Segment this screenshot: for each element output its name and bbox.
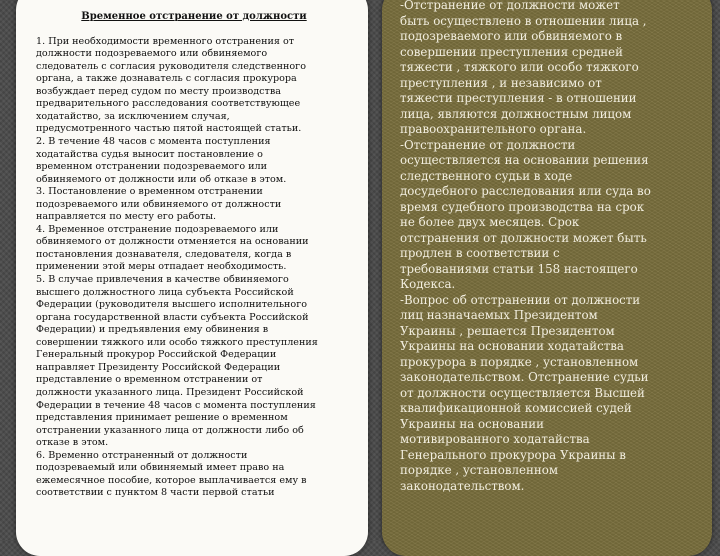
left-line: подозреваемый или обвиняемый имеет право на [36,462,285,474]
left-line: направляется по месту его работы. [36,211,217,223]
right-line: Украины на основании [400,416,544,431]
right-line: продлен в соответствии с [400,246,560,260]
left-line: органа государственной власти субъекта Российской [36,311,309,323]
right-line: не более двух месяцев. Срок [400,215,580,229]
left-line: ходатайства судья выносит постановление о [36,148,263,160]
right-line: время судебного производства на срок [400,199,645,214]
right-line: требованиями статьи 158 настоящего [400,261,638,276]
right-line: законодательством. Отстранение судьи [400,370,649,384]
right-line: досудебного расследования или суда во [400,184,651,198]
left-line: 6. Временно отстраненный от должности [36,449,248,461]
right-line: порядке , установленном [400,463,559,477]
right-line: отстранения от должности может быть [400,230,647,245]
left-line: Федерации) и предъявления ему обвинения в [36,324,269,336]
left-line: 3. Постановление о временном отстранении [36,186,263,198]
left-line: подозреваемого или обвиняемого от должности [36,198,282,210]
left-line: Генеральный прокурор Российской Федерации [36,349,277,361]
left-line: предусмотренного частью пятой настоящей статьи. [36,123,302,135]
right-line: совершении преступления средней [400,44,624,59]
right-text-panel [382,0,712,556]
left-line: 4. Временное отстранение подозреваемого или [36,223,279,235]
left-line: 5. В случае привлечения в качестве обвиняемого [36,274,289,286]
right-line: тяжести преступления - в отношении [400,91,637,105]
left-line: применении этой меры отпадает необходимость. [36,261,287,273]
right-line: осуществляется на основании решения [400,153,649,167]
left-line: ежемесячное пособие, которое выплачивается ему в [36,474,307,486]
left-line: совершении тяжкого или особо тяжкого преступления [36,336,318,348]
left-line: отстранении указанного лица от должности либо об [36,424,304,436]
right-line: лиц назначаемых Президентом [400,308,598,322]
right-line: от должности осуществляется Высшей [400,385,645,400]
left-line: соответствии с пунктом 8 части первой статьи [36,487,275,499]
right-line: преступления , и независимо от [400,75,602,90]
right-line: -Отстранение от должности [400,137,576,152]
right-line: -Вопрос об отстранении от должности [400,292,641,307]
left-line: представление о временном отстранении от [36,374,263,386]
right-line: тяжести , тяжкого или особо тяжкого [400,60,639,74]
right-line: лица, являются должностным лицом [400,106,632,121]
left-line: обвиняемого от должности отменяется на основании [36,236,309,248]
left-text-panel [16,0,368,556]
right-line: следственного судьи в ходе [400,168,573,183]
right-lines [400,0,700,494]
left-line: Федерации в течение 48 часов с момента поступления [36,399,316,411]
left-line: отказе в этом. [36,437,109,449]
right-line: квалификационной комиссией судей [400,401,632,415]
left-line: возбуждает перед судом по месту производства [36,85,281,97]
left-line: постановления дознавателя, следователя, когда в [36,248,292,260]
left-line: 2. В течение 48 часов с момента поступления [36,136,271,148]
left-title: Временное отстранение от должности [81,10,307,22]
left-line: ходатайство, за исключением случая, [36,110,230,122]
left-line: представления принимает решение о временном [36,412,288,424]
left-line: Федерации (руководителя высшего исполнительного [36,299,308,311]
right-line: быть осуществлено в отношении лица , [400,13,647,28]
left-line: должности указанного лица. Президент Российской [36,386,304,398]
left-line: направляет Президенту Российской Федерации [36,361,281,373]
right-line: правоохранительного органа. [400,122,587,136]
right-line: подозреваемого или обвиняемого в [400,29,623,43]
right-line: Кодекса. [400,277,456,291]
left-line: органа, а также дознаватель с согласия прокурора [36,73,297,85]
right-line: мотивированного ходатайства [400,432,590,446]
right-line: Украины на основании ходатайства [400,339,624,353]
left-text-block [36,0,352,512]
right-line: Украины , решается Президентом [400,323,615,338]
left-line: 1. При необходимости временного отстранения от [36,35,295,47]
right-line: -Отстранение от должности может [400,0,620,12]
left-line: временном отстранении подозреваемого или [36,161,268,173]
left-line: должности подозреваемого или обвиняемого [36,48,268,60]
left-line: обвиняемого от должности или об отказе в этом. [36,173,287,185]
right-line: прокурора в порядке , установленном [400,354,639,369]
left-lines [36,36,352,500]
right-line: Генерального прокурора Украины в [400,447,626,462]
left-line: высшего должностного лица субъекта Российской [36,286,294,298]
left-line: следователь с согласия руководителя следственного [36,60,306,72]
left-line: предварительного расследования соответствующее [36,98,301,110]
right-line: законодательством. [400,478,525,493]
